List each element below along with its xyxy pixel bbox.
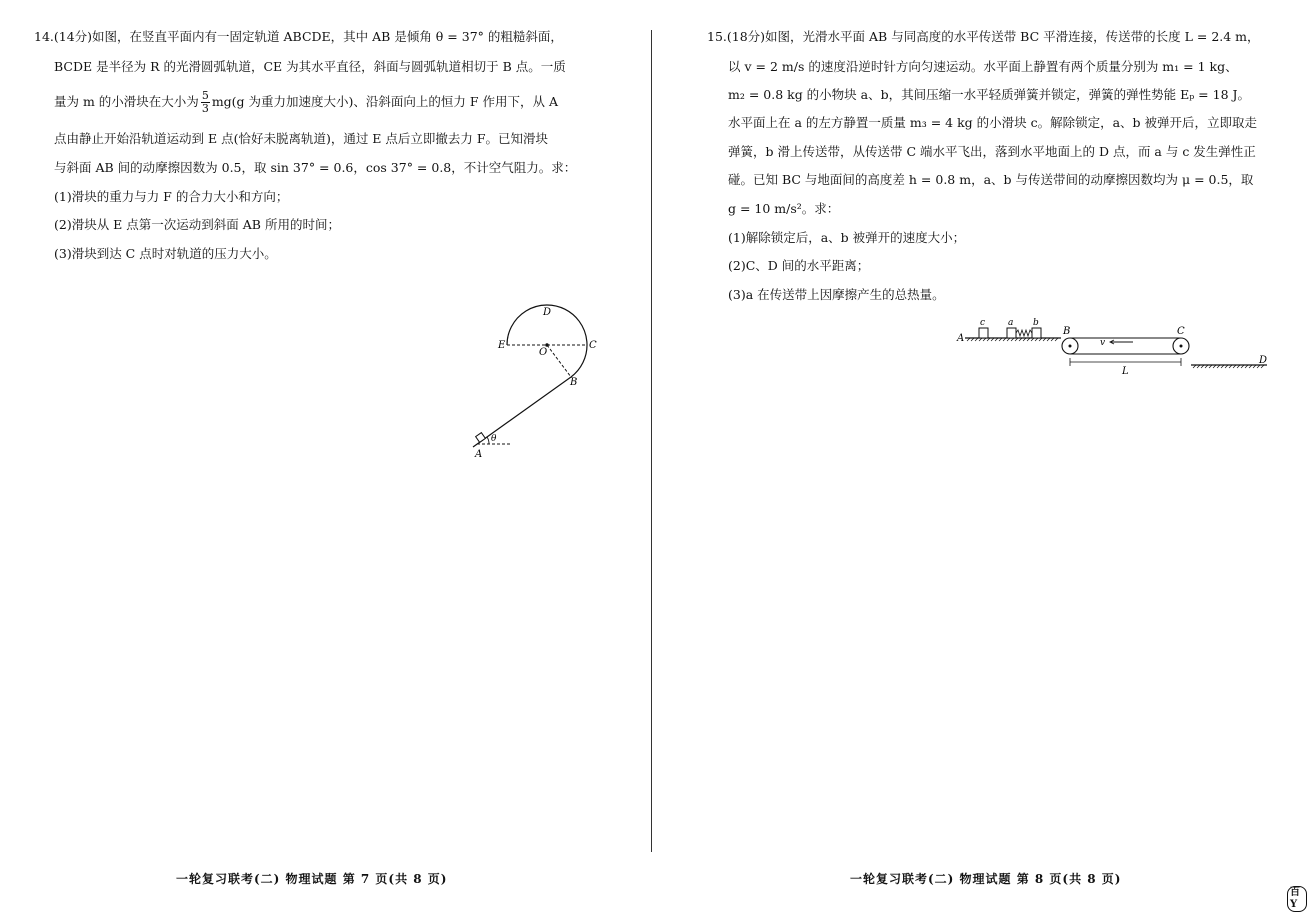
figure-label-theta: θ <box>491 434 497 444</box>
q15-line-2: 以 v = 2 m/s 的速度沿逆时针方向匀速运动。水平面上静置有两个质量分别为 m₁ = 1 kg、 <box>728 59 1238 74</box>
q14-line-1: 14.(14分)如图，在竖直平面内有一固定轨道 ABCDE，其中 AB 是倾角 θ = 37° 的粗糙斜面， <box>34 29 563 44</box>
pulley-c-axle <box>1180 345 1183 348</box>
radius-ob-dashed <box>547 345 571 377</box>
figure-label-e: E <box>498 340 506 351</box>
figure-label-v: v <box>1100 338 1106 348</box>
angle-theta-arc <box>487 437 489 444</box>
figure-label-d: D <box>543 307 552 318</box>
corner-mark: 百Y <box>1287 886 1307 912</box>
q14-line-4: 点由静止开始沿轨道运动到 E 点(恰好未脱离轨道)，通过 E 点后立即撤去力 F。已知滑块 <box>54 131 549 146</box>
q15-subquestion-3: (3)a 在传送带上因摩擦产生的总热量。 <box>728 287 945 302</box>
figure-label-b: B <box>570 377 578 388</box>
q14-line-3-pre: 量为 m 的小滑块在大小为 <box>54 94 199 109</box>
q15-line-3: m₂ = 0.8 kg 的小物块 a、b，其间压缩一水平轻质弹簧并锁定，弹簧的弹性势能 Eₚ = 18 J。 <box>728 87 1251 102</box>
q14-subquestion-3: (3)滑块到达 C 点时对轨道的压力大小。 <box>54 246 277 261</box>
q14-line-3-post: mg(g 为重力加速度大小)、沿斜面向上的恒力 F 作用下，从 A <box>211 94 559 109</box>
block-b <box>1032 328 1041 338</box>
q14-subquestion-1: (1)滑块的重力与力 F 的合力大小和方向； <box>54 189 289 204</box>
incline-ab <box>473 377 571 447</box>
q15-line-5: 弹簧，b 滑上传送带，从传送带 C 端水平飞出，落到水平地面上的 D 点，而 a 与 c 发生弹性正 <box>728 144 1256 159</box>
compressed-spring <box>1016 330 1032 336</box>
figure-label-b-point: B <box>1063 326 1071 337</box>
figure-label-a-point: A <box>957 333 965 344</box>
q14-line-2: BCDE 是半径为 R 的光滑圆弧轨道，CE 为其水平直径，斜面与圆弧轨道相切于 B 点。一质 <box>54 59 566 74</box>
figure-label-c: C <box>589 340 597 351</box>
q15-line-1: 15.(18分)如图，光滑水平面 AB 与同高度的水平传送带 BC 平滑连接，传送带的长度 L = 2.4 m， <box>707 29 1260 44</box>
figure-label-l: L <box>1122 366 1129 377</box>
small-block <box>476 433 486 443</box>
fraction-numerator: 5 <box>201 89 209 102</box>
q15-conveyor-figure <box>955 312 1275 380</box>
block-a <box>1007 328 1016 338</box>
left-page <box>0 0 650 900</box>
right-page <box>655 0 1307 900</box>
q15-line-6: 碰。已知 BC 与地面间的高度差 h = 0.8 m，a、b 与传送带间的动摩擦因数均为 μ = 0.5，取 <box>728 172 1254 187</box>
figure-label-b-block: b <box>1033 318 1039 328</box>
q14-line-5: 与斜面 AB 间的动摩擦因数为 0.5，取 sin 37° = 0.6，cos 37° = 0.8，不计空气阻力。求： <box>54 160 577 175</box>
figure-label-a-block: a <box>1008 318 1014 328</box>
q14-line-3 <box>54 90 558 115</box>
figure-label-c-point: C <box>1177 326 1185 337</box>
figure-label-a: A <box>475 449 483 460</box>
pulley-b-axle <box>1069 345 1072 348</box>
block-c <box>979 328 988 338</box>
q15-subquestion-1: (1)解除锁定后，a、b 被弹开的速度大小； <box>728 230 966 245</box>
fraction-5-3 <box>201 90 210 115</box>
figure-label-c-block: c <box>980 318 986 328</box>
figure-label-d-point: D <box>1259 355 1268 366</box>
left-page-footer: 一轮复习联考(二) 物理试题 第 7 页(共 8 页) <box>176 872 448 886</box>
q14-track-figure <box>455 295 615 465</box>
right-page-footer: 一轮复习联考(二) 物理试题 第 8 页(共 8 页) <box>850 872 1122 886</box>
q14-subquestion-2: (2)滑块从 E 点第一次运动到斜面 AB 所用的时间； <box>54 217 340 232</box>
page-divider <box>651 30 652 852</box>
figure-label-o: O <box>539 347 548 358</box>
fraction-denominator: 3 <box>201 102 209 115</box>
q15-subquestion-2: (2)C、D 间的水平距离； <box>728 258 870 273</box>
q15-line-7: g = 10 m/s²。求： <box>728 201 840 216</box>
q15-line-4: 水平面上在 a 的左方静置一质量 m₃ = 4 kg 的小滑块 c。解除锁定，a、b 被弹开后，立即取走 <box>728 115 1258 130</box>
